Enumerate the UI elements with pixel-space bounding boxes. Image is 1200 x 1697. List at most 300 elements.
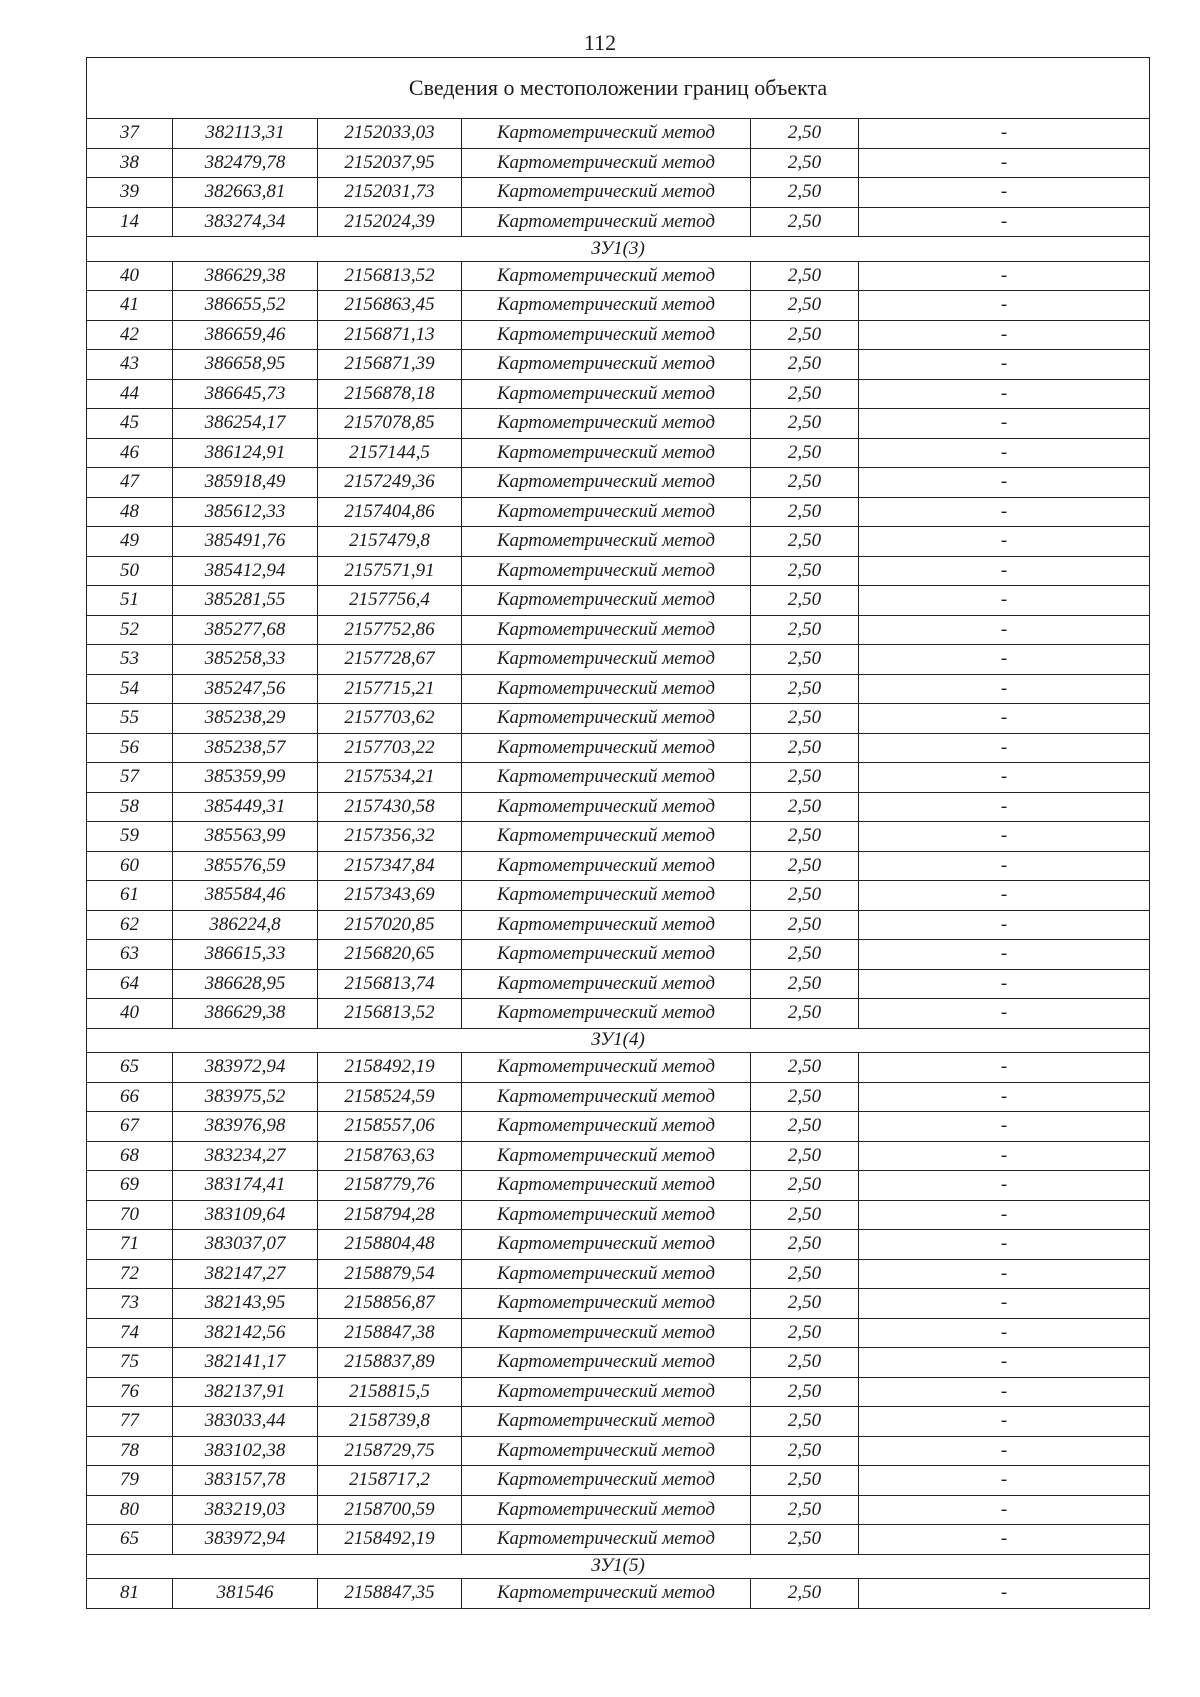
y-coordinate-cell: 2158847,35 [318, 1579, 462, 1609]
x-coordinate-cell: 386124,91 [173, 438, 318, 468]
x-coordinate-cell: 385238,29 [173, 704, 318, 734]
y-coordinate-cell: 2157728,67 [318, 645, 462, 675]
accuracy-cell: 2,50 [751, 1466, 859, 1496]
x-coordinate-cell: 382663,81 [173, 178, 318, 208]
table-row [87, 438, 1150, 468]
x-coordinate-cell: 382113,31 [173, 119, 318, 149]
accuracy-cell: 2,50 [751, 615, 859, 645]
description-cell: - [859, 910, 1150, 940]
point-number-cell: 76 [87, 1377, 173, 1407]
description-cell: - [859, 350, 1150, 380]
accuracy-cell: 2,50 [751, 468, 859, 498]
accuracy-cell: 2,50 [751, 1525, 859, 1555]
accuracy-cell: 2,50 [751, 1112, 859, 1142]
point-number-cell: 46 [87, 438, 173, 468]
accuracy-cell: 2,50 [751, 1579, 859, 1609]
accuracy-cell: 2,50 [751, 1348, 859, 1378]
y-coordinate-cell: 2157404,86 [318, 497, 462, 527]
x-coordinate-cell: 383274,34 [173, 207, 318, 237]
table-row [87, 1141, 1150, 1171]
table-row [87, 1318, 1150, 1348]
x-coordinate-cell: 386659,46 [173, 320, 318, 350]
y-coordinate-cell: 2158717,2 [318, 1466, 462, 1496]
method-cell: Картометрический метод [462, 851, 751, 881]
accuracy-cell: 2,50 [751, 910, 859, 940]
point-number-cell: 48 [87, 497, 173, 527]
section-name: ЗУ1(4) [87, 1028, 1150, 1053]
accuracy-cell: 2,50 [751, 148, 859, 178]
y-coordinate-cell: 2158739,8 [318, 1407, 462, 1437]
table-row [87, 969, 1150, 999]
accuracy-cell: 2,50 [751, 207, 859, 237]
method-cell: Картометрический метод [462, 1348, 751, 1378]
table-row [87, 1230, 1150, 1260]
table-row [87, 556, 1150, 586]
x-coordinate-cell: 385412,94 [173, 556, 318, 586]
description-cell: - [859, 320, 1150, 350]
method-cell: Картометрический метод [462, 261, 751, 291]
x-coordinate-cell: 383033,44 [173, 1407, 318, 1437]
x-coordinate-cell: 383174,41 [173, 1171, 318, 1201]
description-cell: - [859, 261, 1150, 291]
description-cell: - [859, 1289, 1150, 1319]
table-row [87, 1112, 1150, 1142]
point-number-cell: 44 [87, 379, 173, 409]
section-header-row [87, 1554, 1150, 1579]
table-row [87, 586, 1150, 616]
y-coordinate-cell: 2156813,52 [318, 261, 462, 291]
point-number-cell: 66 [87, 1082, 173, 1112]
table-row [87, 1436, 1150, 1466]
point-number-cell: 50 [87, 556, 173, 586]
point-number-cell: 62 [87, 910, 173, 940]
table-row [87, 763, 1150, 793]
method-cell: Картометрический метод [462, 320, 751, 350]
description-cell: - [859, 291, 1150, 321]
point-number-cell: 55 [87, 704, 173, 734]
method-cell: Картометрический метод [462, 1053, 751, 1083]
x-coordinate-cell: 386629,38 [173, 261, 318, 291]
description-cell: - [859, 1407, 1150, 1437]
point-number-cell: 71 [87, 1230, 173, 1260]
x-coordinate-cell: 386224,8 [173, 910, 318, 940]
accuracy-cell: 2,50 [751, 556, 859, 586]
method-cell: Картометрический метод [462, 1289, 751, 1319]
accuracy-cell: 2,50 [751, 1141, 859, 1171]
y-coordinate-cell: 2158837,89 [318, 1348, 462, 1378]
point-number-cell: 47 [87, 468, 173, 498]
method-cell: Картометрический метод [462, 438, 751, 468]
table-row [87, 1053, 1150, 1083]
description-cell: - [859, 1171, 1150, 1201]
y-coordinate-cell: 2157752,86 [318, 615, 462, 645]
description-cell: - [859, 822, 1150, 852]
point-number-cell: 79 [87, 1466, 173, 1496]
description-cell: - [859, 999, 1150, 1029]
description-cell: - [859, 733, 1150, 763]
accuracy-cell: 2,50 [751, 1200, 859, 1230]
description-cell: - [859, 1495, 1150, 1525]
y-coordinate-cell: 2152024,39 [318, 207, 462, 237]
table-row [87, 1579, 1150, 1609]
accuracy-cell: 2,50 [751, 1407, 859, 1437]
method-cell: Картометрический метод [462, 527, 751, 557]
x-coordinate-cell: 383109,64 [173, 1200, 318, 1230]
description-cell: - [859, 556, 1150, 586]
method-cell: Картометрический метод [462, 940, 751, 970]
x-coordinate-cell: 386655,52 [173, 291, 318, 321]
table-row [87, 261, 1150, 291]
method-cell: Картометрический метод [462, 207, 751, 237]
point-number-cell: 39 [87, 178, 173, 208]
x-coordinate-cell: 382141,17 [173, 1348, 318, 1378]
table-row [87, 291, 1150, 321]
accuracy-cell: 2,50 [751, 822, 859, 852]
description-cell: - [859, 1053, 1150, 1083]
method-cell: Картометрический метод [462, 1525, 751, 1555]
x-coordinate-cell: 385584,46 [173, 881, 318, 911]
point-number-cell: 56 [87, 733, 173, 763]
x-coordinate-cell: 383234,27 [173, 1141, 318, 1171]
table-body [87, 58, 1150, 1609]
method-cell: Картометрический метод [462, 792, 751, 822]
table-row [87, 1289, 1150, 1319]
description-cell: - [859, 207, 1150, 237]
description-cell: - [859, 1466, 1150, 1496]
y-coordinate-cell: 2157249,36 [318, 468, 462, 498]
method-cell: Картометрический метод [462, 881, 751, 911]
method-cell: Картометрический метод [462, 1259, 751, 1289]
x-coordinate-cell: 385918,49 [173, 468, 318, 498]
description-cell: - [859, 763, 1150, 793]
description-cell: - [859, 851, 1150, 881]
accuracy-cell: 2,50 [751, 1259, 859, 1289]
section-header-row [87, 1028, 1150, 1053]
description-cell: - [859, 792, 1150, 822]
accuracy-cell: 2,50 [751, 704, 859, 734]
point-number-cell: 57 [87, 763, 173, 793]
table-row [87, 1200, 1150, 1230]
method-cell: Картометрический метод [462, 969, 751, 999]
table-row [87, 379, 1150, 409]
x-coordinate-cell: 385576,59 [173, 851, 318, 881]
accuracy-cell: 2,50 [751, 1495, 859, 1525]
description-cell: - [859, 1348, 1150, 1378]
y-coordinate-cell: 2158492,19 [318, 1053, 462, 1083]
table-row [87, 527, 1150, 557]
method-cell: Картометрический метод [462, 763, 751, 793]
description-cell: - [859, 1525, 1150, 1555]
y-coordinate-cell: 2158524,59 [318, 1082, 462, 1112]
method-cell: Картометрический метод [462, 350, 751, 380]
y-coordinate-cell: 2158879,54 [318, 1259, 462, 1289]
description-cell: - [859, 1230, 1150, 1260]
method-cell: Картометрический метод [462, 379, 751, 409]
description-cell: - [859, 1259, 1150, 1289]
accuracy-cell: 2,50 [751, 645, 859, 675]
point-number-cell: 68 [87, 1141, 173, 1171]
x-coordinate-cell: 385491,76 [173, 527, 318, 557]
table-row [87, 350, 1150, 380]
x-coordinate-cell: 382137,91 [173, 1377, 318, 1407]
accuracy-cell: 2,50 [751, 586, 859, 616]
table-row [87, 645, 1150, 675]
description-cell: - [859, 409, 1150, 439]
description-cell: - [859, 704, 1150, 734]
description-cell: - [859, 1200, 1150, 1230]
accuracy-cell: 2,50 [751, 1171, 859, 1201]
method-cell: Картометрический метод [462, 1436, 751, 1466]
point-number-cell: 52 [87, 615, 173, 645]
x-coordinate-cell: 386629,38 [173, 999, 318, 1029]
point-number-cell: 54 [87, 674, 173, 704]
description-cell: - [859, 1082, 1150, 1112]
table-row [87, 999, 1150, 1029]
y-coordinate-cell: 2158779,76 [318, 1171, 462, 1201]
accuracy-cell: 2,50 [751, 1053, 859, 1083]
x-coordinate-cell: 385563,99 [173, 822, 318, 852]
description-cell: - [859, 1141, 1150, 1171]
method-cell: Картометрический метод [462, 1377, 751, 1407]
y-coordinate-cell: 2157703,22 [318, 733, 462, 763]
table-row [87, 178, 1150, 208]
description-cell: - [859, 615, 1150, 645]
accuracy-cell: 2,50 [751, 674, 859, 704]
x-coordinate-cell: 382142,56 [173, 1318, 318, 1348]
accuracy-cell: 2,50 [751, 1436, 859, 1466]
accuracy-cell: 2,50 [751, 999, 859, 1029]
method-cell: Картометрический метод [462, 615, 751, 645]
method-cell: Картометрический метод [462, 291, 751, 321]
point-number-cell: 70 [87, 1200, 173, 1230]
table-title: Сведения о местоположении границ объекта [87, 58, 1150, 119]
point-number-cell: 64 [87, 969, 173, 999]
boundary-coordinates-table [86, 57, 1150, 1609]
x-coordinate-cell: 383102,38 [173, 1436, 318, 1466]
method-cell: Картометрический метод [462, 178, 751, 208]
description-cell: - [859, 1579, 1150, 1609]
point-number-cell: 43 [87, 350, 173, 380]
method-cell: Картометрический метод [462, 1495, 751, 1525]
point-number-cell: 38 [87, 148, 173, 178]
table-row [87, 674, 1150, 704]
y-coordinate-cell: 2152037,95 [318, 148, 462, 178]
table-row [87, 910, 1150, 940]
x-coordinate-cell: 383219,03 [173, 1495, 318, 1525]
table-title-row [87, 58, 1150, 119]
method-cell: Картометрический метод [462, 1407, 751, 1437]
y-coordinate-cell: 2156813,74 [318, 969, 462, 999]
y-coordinate-cell: 2157479,8 [318, 527, 462, 557]
accuracy-cell: 2,50 [751, 409, 859, 439]
x-coordinate-cell: 382143,95 [173, 1289, 318, 1319]
method-cell: Картометрический метод [462, 409, 751, 439]
point-number-cell: 41 [87, 291, 173, 321]
accuracy-cell: 2,50 [751, 733, 859, 763]
method-cell: Картометрический метод [462, 704, 751, 734]
accuracy-cell: 2,50 [751, 261, 859, 291]
table-row [87, 1377, 1150, 1407]
x-coordinate-cell: 385449,31 [173, 792, 318, 822]
point-number-cell: 45 [87, 409, 173, 439]
x-coordinate-cell: 385258,33 [173, 645, 318, 675]
y-coordinate-cell: 2157715,21 [318, 674, 462, 704]
y-coordinate-cell: 2158794,28 [318, 1200, 462, 1230]
x-coordinate-cell: 382479,78 [173, 148, 318, 178]
description-cell: - [859, 940, 1150, 970]
y-coordinate-cell: 2157703,62 [318, 704, 462, 734]
table-row [87, 1348, 1150, 1378]
x-coordinate-cell: 385277,68 [173, 615, 318, 645]
method-cell: Картометрический метод [462, 1112, 751, 1142]
point-number-cell: 37 [87, 119, 173, 149]
method-cell: Картометрический метод [462, 910, 751, 940]
table-row [87, 792, 1150, 822]
y-coordinate-cell: 2157571,91 [318, 556, 462, 586]
x-coordinate-cell: 385359,99 [173, 763, 318, 793]
description-cell: - [859, 468, 1150, 498]
y-coordinate-cell: 2158804,48 [318, 1230, 462, 1260]
method-cell: Картометрический метод [462, 1141, 751, 1171]
table-row [87, 940, 1150, 970]
point-number-cell: 69 [87, 1171, 173, 1201]
method-cell: Картометрический метод [462, 1466, 751, 1496]
accuracy-cell: 2,50 [751, 178, 859, 208]
table-row [87, 733, 1150, 763]
accuracy-cell: 2,50 [751, 497, 859, 527]
accuracy-cell: 2,50 [751, 438, 859, 468]
accuracy-cell: 2,50 [751, 1082, 859, 1112]
accuracy-cell: 2,50 [751, 1289, 859, 1319]
table-row [87, 409, 1150, 439]
accuracy-cell: 2,50 [751, 1230, 859, 1260]
y-coordinate-cell: 2152031,73 [318, 178, 462, 208]
y-coordinate-cell: 2158847,38 [318, 1318, 462, 1348]
section-name: ЗУ1(5) [87, 1554, 1150, 1579]
table-row [87, 704, 1150, 734]
point-number-cell: 58 [87, 792, 173, 822]
point-number-cell: 59 [87, 822, 173, 852]
point-number-cell: 72 [87, 1259, 173, 1289]
description-cell: - [859, 178, 1150, 208]
table-row [87, 1466, 1150, 1496]
accuracy-cell: 2,50 [751, 940, 859, 970]
accuracy-cell: 2,50 [751, 1318, 859, 1348]
x-coordinate-cell: 386615,33 [173, 940, 318, 970]
point-number-cell: 65 [87, 1525, 173, 1555]
y-coordinate-cell: 2158815,5 [318, 1377, 462, 1407]
x-coordinate-cell: 386254,17 [173, 409, 318, 439]
table-row [87, 615, 1150, 645]
x-coordinate-cell: 386658,95 [173, 350, 318, 380]
table-row [87, 1171, 1150, 1201]
section-header-row [87, 237, 1150, 262]
method-cell: Картометрический метод [462, 999, 751, 1029]
y-coordinate-cell: 2157347,84 [318, 851, 462, 881]
point-number-cell: 67 [87, 1112, 173, 1142]
y-coordinate-cell: 2157756,4 [318, 586, 462, 616]
description-cell: - [859, 1377, 1150, 1407]
method-cell: Картометрический метод [462, 822, 751, 852]
description-cell: - [859, 119, 1150, 149]
point-number-cell: 61 [87, 881, 173, 911]
method-cell: Картометрический метод [462, 148, 751, 178]
x-coordinate-cell: 383972,94 [173, 1053, 318, 1083]
table-row [87, 207, 1150, 237]
table-row [87, 1259, 1150, 1289]
method-cell: Картометрический метод [462, 1082, 751, 1112]
point-number-cell: 40 [87, 999, 173, 1029]
accuracy-cell: 2,50 [751, 969, 859, 999]
y-coordinate-cell: 2157430,58 [318, 792, 462, 822]
x-coordinate-cell: 385612,33 [173, 497, 318, 527]
point-number-cell: 74 [87, 1318, 173, 1348]
method-cell: Картометрический метод [462, 119, 751, 149]
y-coordinate-cell: 2156878,18 [318, 379, 462, 409]
description-cell: - [859, 497, 1150, 527]
y-coordinate-cell: 2157144,5 [318, 438, 462, 468]
y-coordinate-cell: 2157078,85 [318, 409, 462, 439]
y-coordinate-cell: 2158729,75 [318, 1436, 462, 1466]
x-coordinate-cell: 386628,95 [173, 969, 318, 999]
x-coordinate-cell: 385238,57 [173, 733, 318, 763]
x-coordinate-cell: 386645,73 [173, 379, 318, 409]
method-cell: Картометрический метод [462, 556, 751, 586]
x-coordinate-cell: 383157,78 [173, 1466, 318, 1496]
point-number-cell: 14 [87, 207, 173, 237]
method-cell: Картометрический метод [462, 586, 751, 616]
y-coordinate-cell: 2156871,13 [318, 320, 462, 350]
y-coordinate-cell: 2156820,65 [318, 940, 462, 970]
y-coordinate-cell: 2158557,06 [318, 1112, 462, 1142]
accuracy-cell: 2,50 [751, 350, 859, 380]
page-number: 112 [583, 30, 617, 55]
accuracy-cell: 2,50 [751, 291, 859, 321]
description-cell: - [859, 586, 1150, 616]
point-number-cell: 73 [87, 1289, 173, 1319]
accuracy-cell: 2,50 [751, 851, 859, 881]
accuracy-cell: 2,50 [751, 527, 859, 557]
y-coordinate-cell: 2157356,32 [318, 822, 462, 852]
point-number-cell: 60 [87, 851, 173, 881]
y-coordinate-cell: 2156871,39 [318, 350, 462, 380]
x-coordinate-cell: 383972,94 [173, 1525, 318, 1555]
point-number-cell: 42 [87, 320, 173, 350]
y-coordinate-cell: 2157020,85 [318, 910, 462, 940]
y-coordinate-cell: 2156863,45 [318, 291, 462, 321]
point-number-cell: 63 [87, 940, 173, 970]
method-cell: Картометрический метод [462, 1230, 751, 1260]
y-coordinate-cell: 2156813,52 [318, 999, 462, 1029]
point-number-cell: 80 [87, 1495, 173, 1525]
method-cell: Картометрический метод [462, 645, 751, 675]
point-number-cell: 78 [87, 1436, 173, 1466]
table-row [87, 881, 1150, 911]
accuracy-cell: 2,50 [751, 763, 859, 793]
accuracy-cell: 2,50 [751, 379, 859, 409]
description-cell: - [859, 438, 1150, 468]
x-coordinate-cell: 382147,27 [173, 1259, 318, 1289]
section-name: ЗУ1(3) [87, 237, 1150, 262]
description-cell: - [859, 881, 1150, 911]
y-coordinate-cell: 2157534,21 [318, 763, 462, 793]
point-number-cell: 49 [87, 527, 173, 557]
table-row [87, 320, 1150, 350]
x-coordinate-cell: 385281,55 [173, 586, 318, 616]
table-row [87, 497, 1150, 527]
method-cell: Картометрический метод [462, 1579, 751, 1609]
point-number-cell: 75 [87, 1348, 173, 1378]
